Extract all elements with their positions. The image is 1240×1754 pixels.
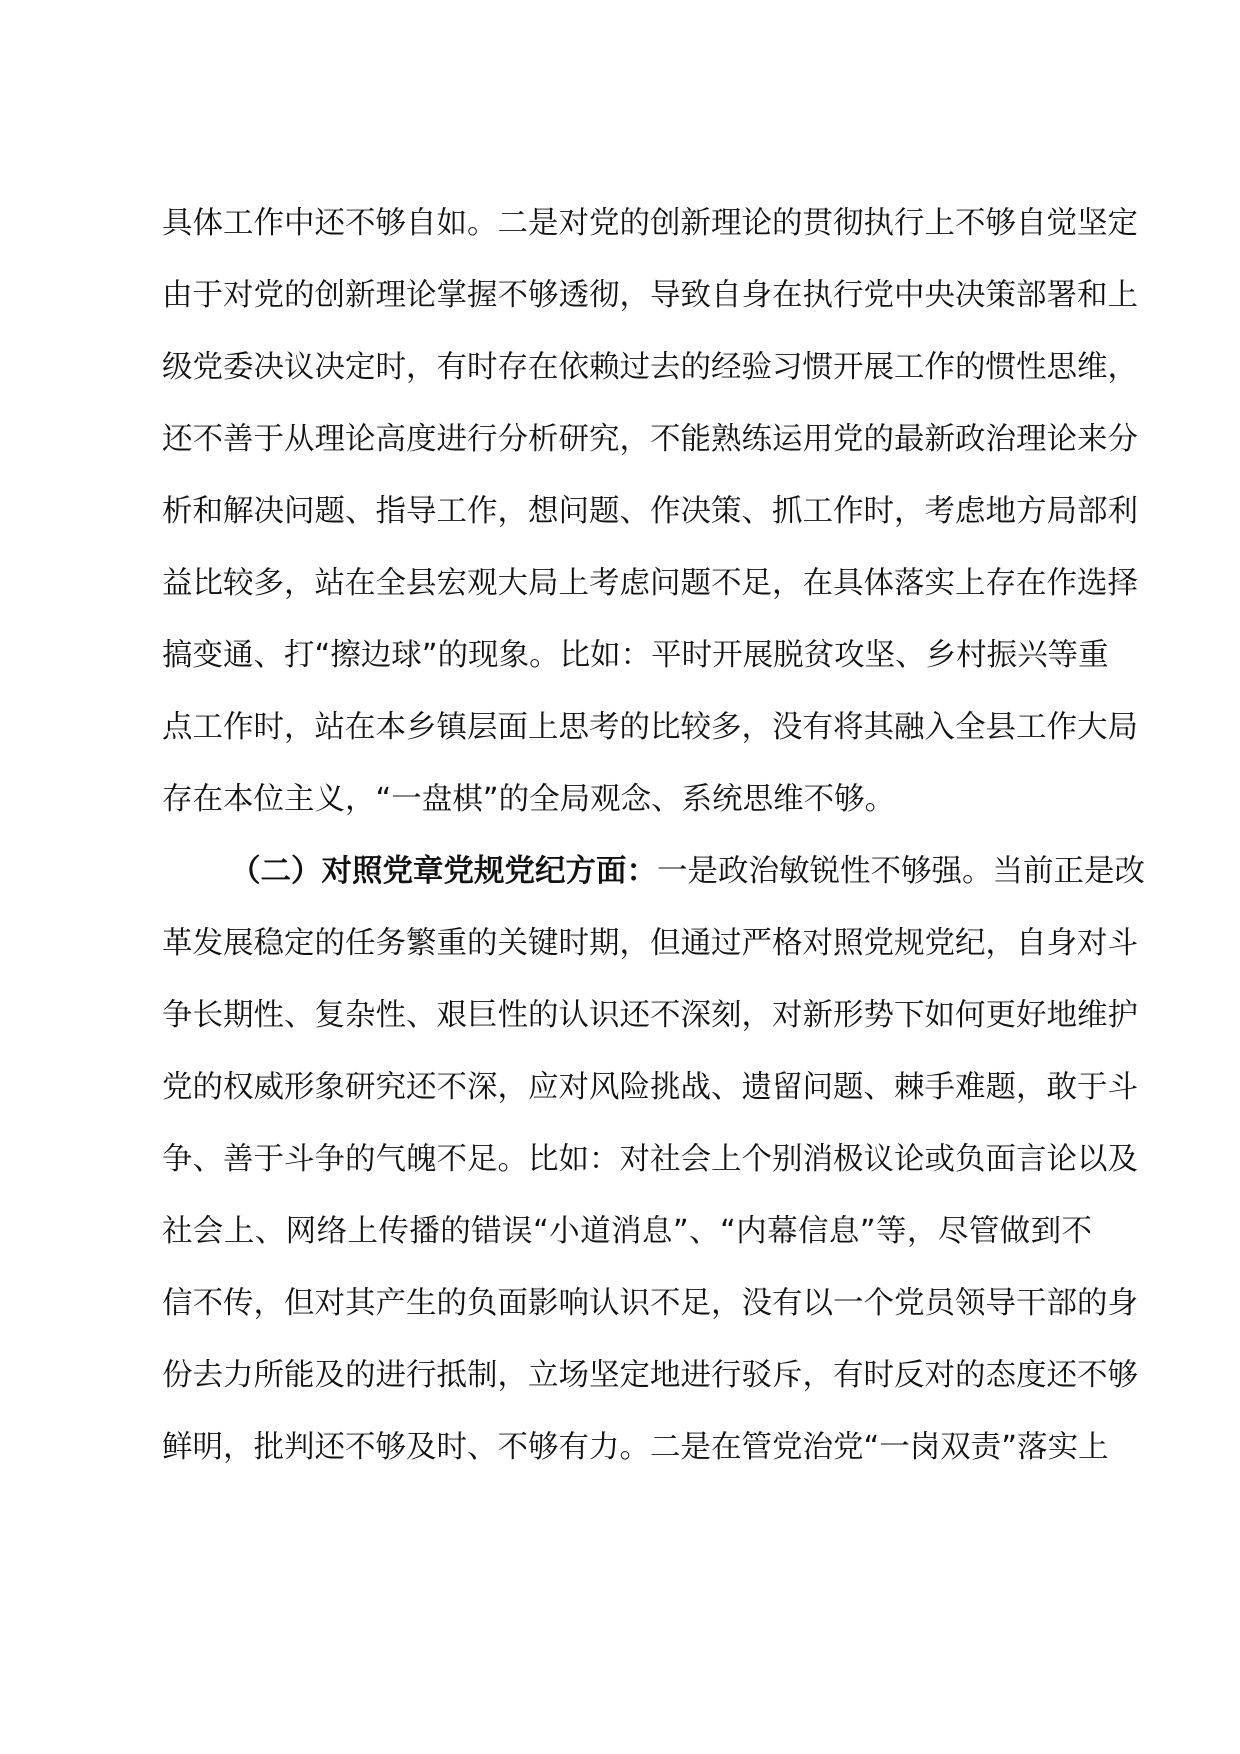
- body-text-line: 具体工作中还不够自如。二是对党的创新理论的贯彻执行上不够自觉坚定: [162, 206, 1138, 241]
- body-text-line: 搞变通、打“擦边球”的现象。比如：平时开展脱贫攻坚、乡村振兴等重: [162, 638, 1109, 673]
- body-text-line: 点工作时，站在本乡镇层面上思考的比较多，没有将其融入全县工作大局: [162, 710, 1138, 745]
- body-text-line: 益比较多，站在全县宏观大局上考虑问题不足，在具体落实上存在作选择: [162, 566, 1138, 601]
- body-text-line: 存在本位主义，“一盘棋”的全局观念、系统思维不够。: [162, 782, 896, 817]
- section-heading-line: [230, 846, 1145, 898]
- body-text-line: 党的权威形象研究还不深，应对风险挑战、遗留问题、棘手难题，敢于斗: [162, 1070, 1138, 1105]
- body-text-line: 革发展稳定的任务繁重的关键时期，但通过严格对照党规党纪，自身对斗: [162, 926, 1138, 961]
- body-text-line: 信不传，但对其产生的负面影响认识不足，没有以一个党员领导干部的身: [162, 1286, 1138, 1321]
- body-text-line: 社会上、网络上传播的错误“小道消息”、“内幕信息”等，尽管做到不: [162, 1214, 1092, 1249]
- body-text-line: 争长期性、复杂性、艰巨性的认识还不深刻，对新形势下如何更好地维护: [162, 998, 1138, 1033]
- section-heading: （二）对照党章党规党纪方面：: [230, 854, 657, 889]
- section-first-line-text: 一是政治敏锐性不够强。当前正是改: [657, 854, 1145, 889]
- body-text-line: 鲜明，批判还不够及时、不够有力。二是在管党治党“一岗双责”落实上: [162, 1430, 1109, 1465]
- body-text-line: 争、善于斗争的气魄不足。比如：对社会上个别消极议论或负面言论以及: [162, 1142, 1138, 1177]
- body-text-line: 级党委决议决定时，有时存在依赖过去的经验习惯开展工作的惯性思维，: [162, 350, 1138, 385]
- body-text-line: 由于对党的创新理论掌握不够透彻，导致自身在执行党中央决策部署和上: [162, 278, 1138, 313]
- body-text-line: 还不善于从理论高度进行分析研究，不能熟练运用党的最新政治理论来分: [162, 422, 1138, 457]
- body-text-line: 析和解决问题、指导工作，想问题、作决策、抓工作时，考虑地方局部利: [162, 494, 1138, 529]
- body-text-line: 份去力所能及的进行抵制，立场坚定地进行驳斥，有时反对的态度还不够: [162, 1358, 1138, 1393]
